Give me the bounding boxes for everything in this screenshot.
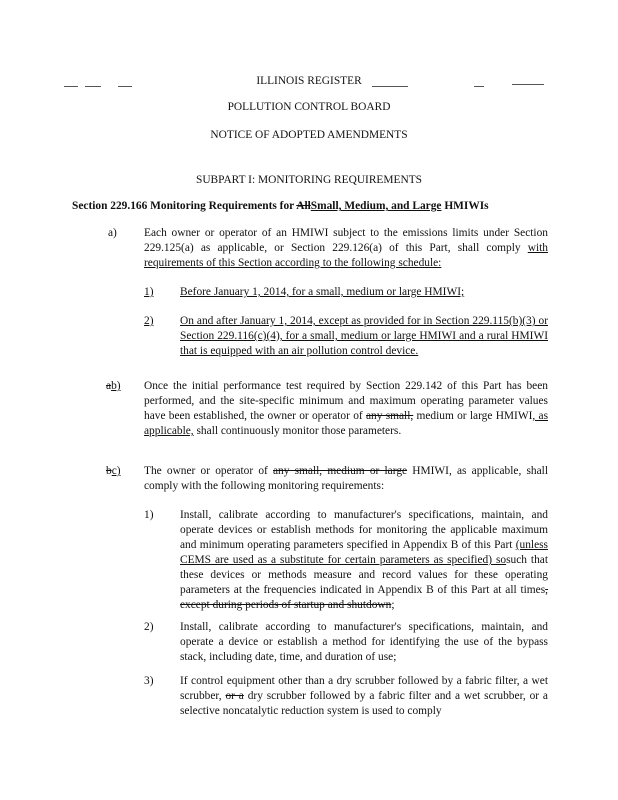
para-a-item-2-marker: 2) [144,315,154,327]
register-heading: ILLINOIS REGISTER [256,75,362,87]
para-a-text-inserted: with requirements of this Section according to the following schedule: [144,242,548,269]
para-c-item-1-deleted: , except during periods of startup and shutdown [180,584,548,611]
para-b-text [144,379,548,439]
para-c-item-3-marker: 3) [144,675,154,687]
para-c-item-1-marker: 1) [144,509,154,521]
notice-heading: NOTICE OF ADOPTED AMENDMENTS [210,129,408,141]
para-a-item-1-text: Before January 1, 2014, for a small, medium or large HMIWI; [180,286,465,298]
para-c-item-3-text-a: If control equipment other than a dry scrubber followed by a fabric filter, a wet scrubber, [180,675,548,702]
para-a-marker: a) [108,227,117,239]
subpart-heading: SUBPART I: MONITORING REQUIREMENTS [196,174,422,186]
para-c-text-deleted: any small, medium or large [273,465,408,477]
para-b-marker-inserted: b) [111,380,121,392]
para-c-item-1-text-c: such that these devices or methods measure and record values for these operating parameters at the frequencies indicated in Appendix B of this Part at all times [180,554,548,596]
para-c-marker [106,464,121,479]
para-a-text-1: Each owner or operator of an HMIWI subject to the emissions limits under Section 229.125(a) as applicable, or Section 229.126(a) of this Part, shall comply [144,227,548,254]
para-c-marker-deleted: b [106,465,112,477]
para-b-marker-deleted: a [106,380,112,392]
para-c-text-b: HMIWI, as applicable, shall comply with the following monitoring requirements: [144,465,548,492]
para-c-item-1-text-a: Install, calibrate according to manufacturer's specifications, maintain, and operate devices or establish methods for monitoring the applicable maximum and minimum operating parameters specified in Appendix B of this Part [180,509,548,551]
para-c-text [144,464,548,494]
para-c-item-1-text-so: so [492,554,507,566]
para-c-item-1-text-d: ; [391,599,395,611]
para-c-item-3-text-b: dry scrubber followed by a fabric filter and a wet scrubber, or a selective noncatalytic reduction system is used to comply [180,690,548,717]
para-b-marker [106,379,121,394]
para-a-text [144,226,548,271]
para-c-item-2-marker: 2) [144,621,154,633]
para-c-text-a: The owner or operator of [144,465,273,477]
para-b-text-b: medium or large HMIWI [413,410,533,422]
para-a-item-1-marker: 1) [144,286,154,298]
section-title-suffix: HMIWIs [441,200,489,212]
para-b-text-c: shall continuously monitor those parameters. [193,425,402,437]
para-a-item-2-text: On and after January 1, 2014, except as provided for in Section 229.115(b)(3) or Section 229.116(c)(4), for a small, medium or large HMIWI and a rural HMIWI that is equipped with an air pollution control device. [180,315,548,357]
para-c-item-1-text [180,508,548,613]
para-c-marker-inserted: c) [111,465,121,477]
para-b-text-inserted: , as applicable, [144,410,548,437]
section-title-deleted: All [296,200,311,212]
section-title-prefix: Section 229.166 Monitoring Requirements for [72,200,297,212]
board-heading: POLLUTION CONTROL BOARD [227,101,391,113]
para-b-text-a: Once the initial performance test required by Section 229.142 of this Part has been performed, and the site-specific minimum and maximum operating parameter values have been established, the owner or operator of [144,380,548,422]
para-c-item-3-text [180,674,548,719]
para-c-item-3-deleted: or a [225,690,244,702]
para-c-item-1-inserted: (unless CEMS are used as a substitute for certain parameters as specified) [180,539,548,566]
para-b-text-deleted: any small, [365,410,414,422]
section-title [72,199,489,214]
para-c-item-2-text: Install, calibrate according to manufacturer's specifications, maintain, and operate a device or establish a method for identifying the use of the bypass stack, including date, time, and duration of use; [180,621,548,663]
section-title-inserted: Small, Medium, and Large [310,200,442,212]
